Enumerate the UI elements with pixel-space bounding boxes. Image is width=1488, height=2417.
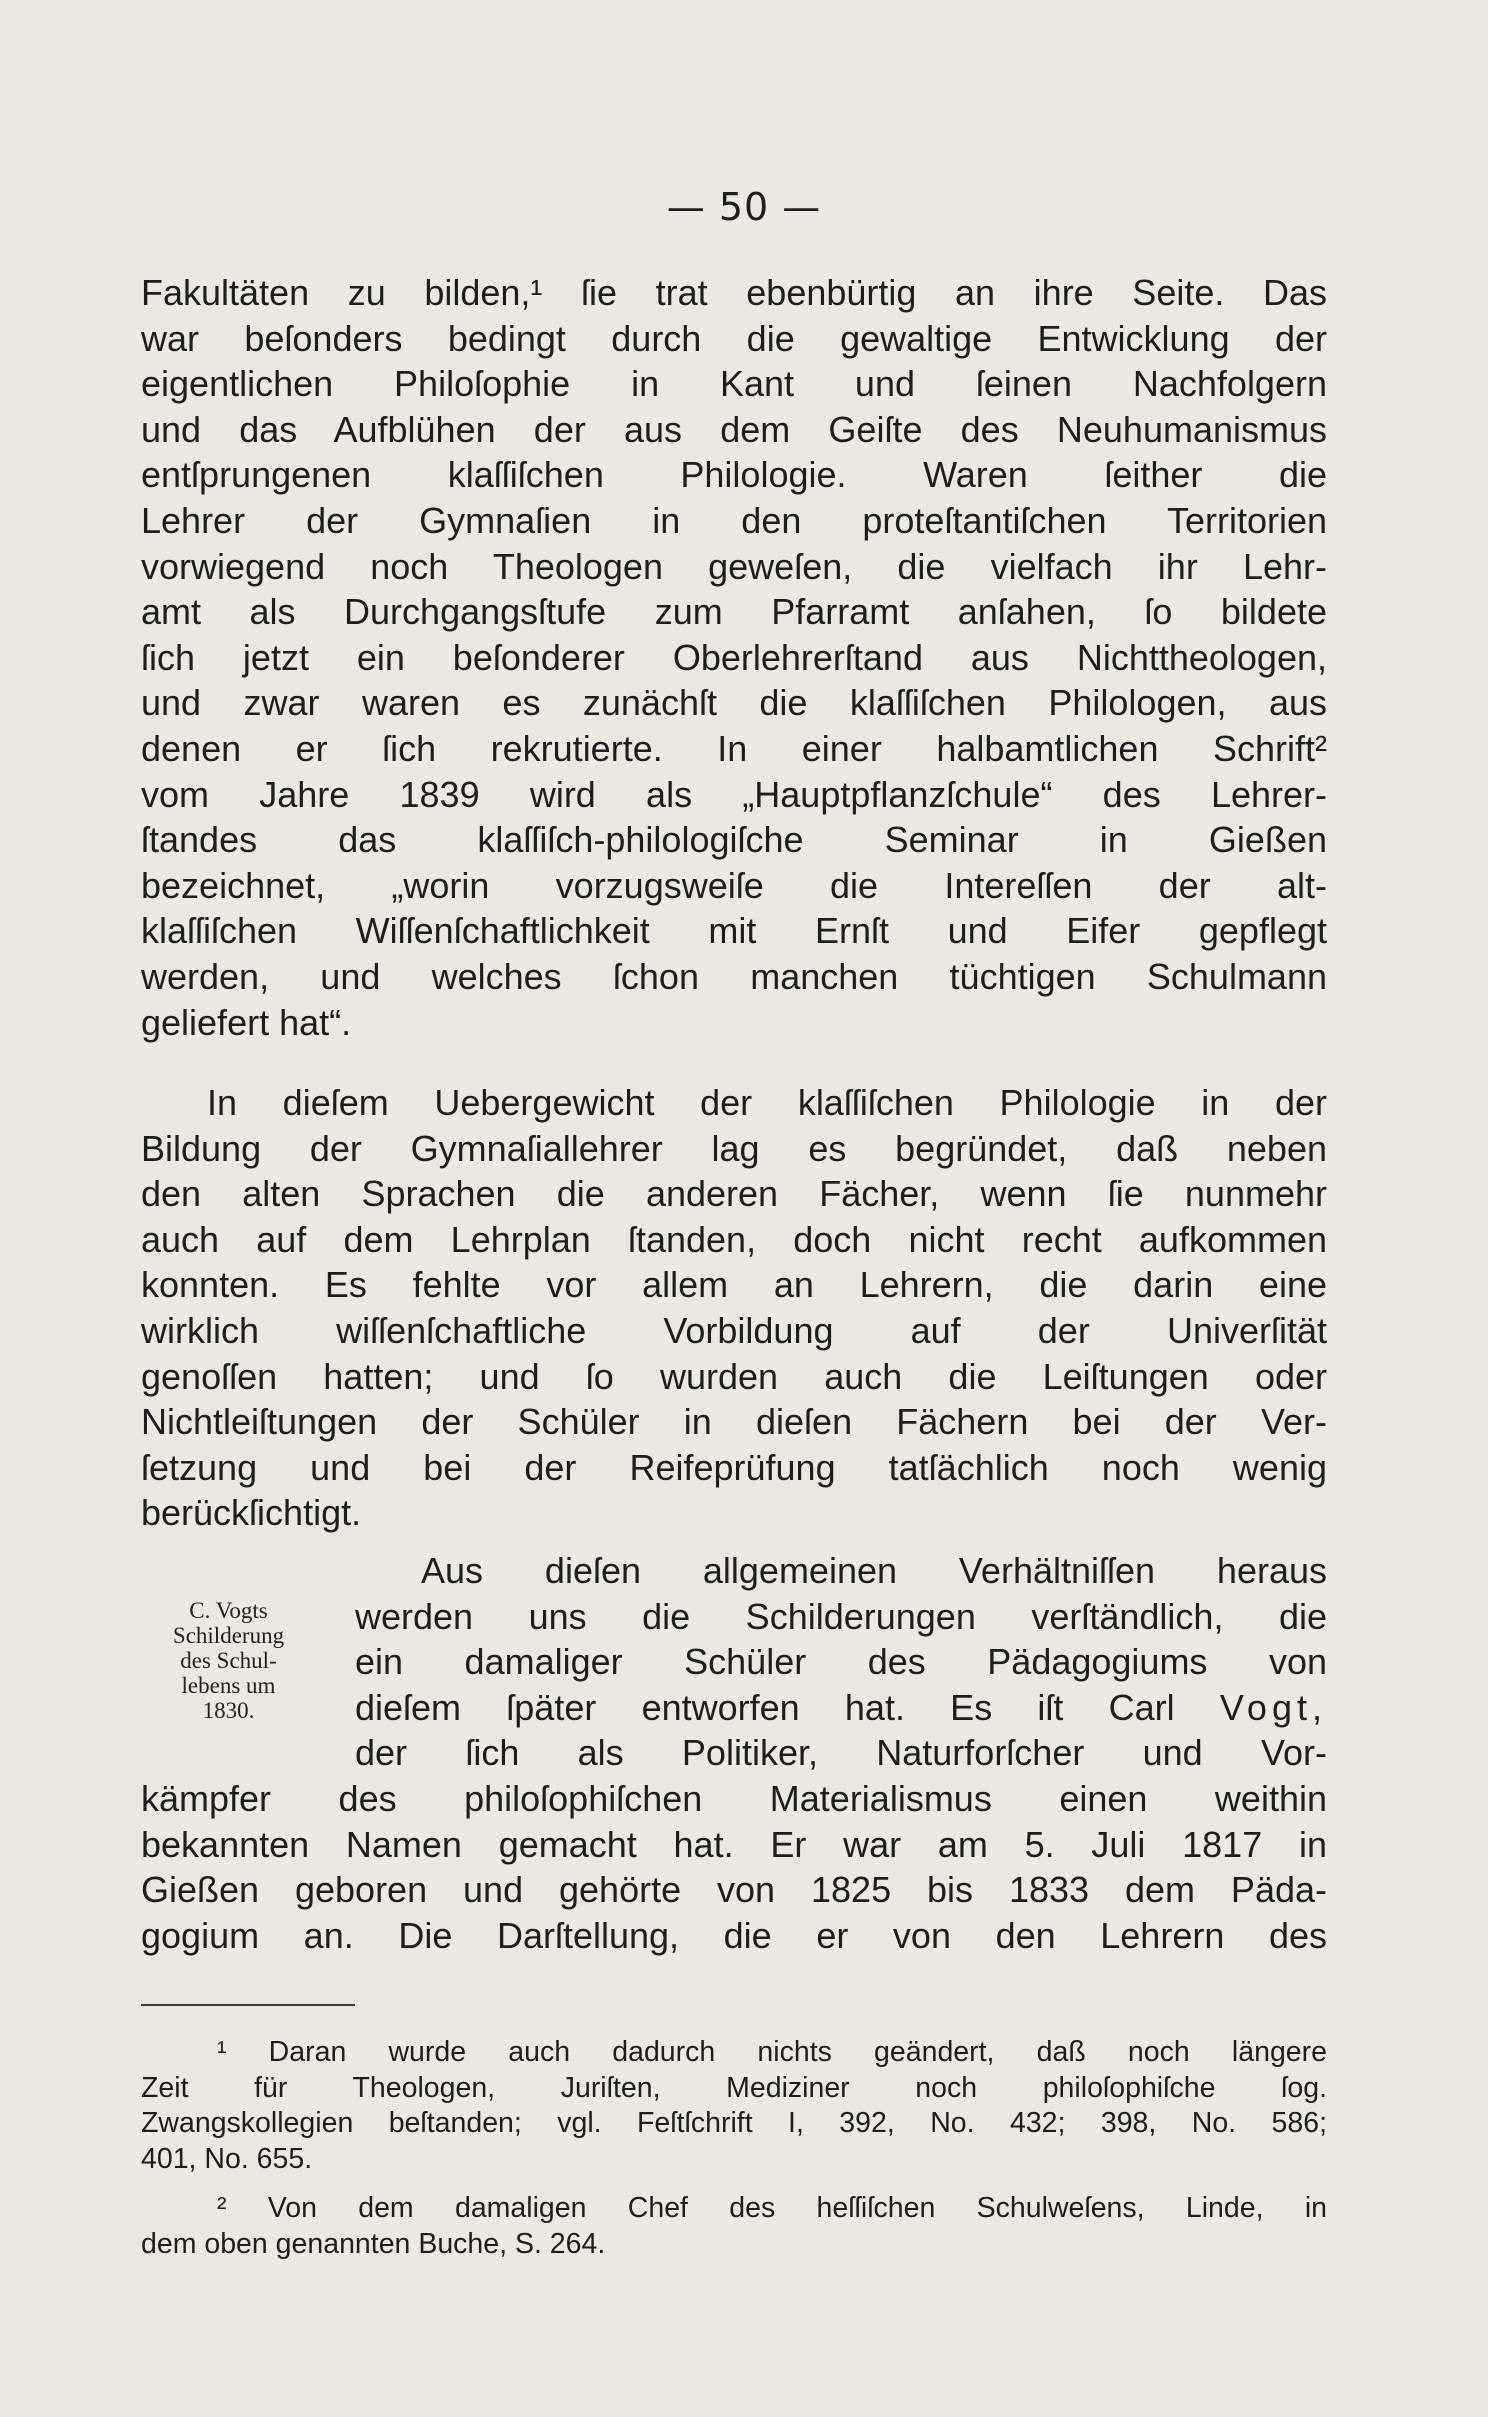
main-text bbox=[141, 270, 1327, 1958]
paragraph-1 bbox=[141, 270, 1327, 1045]
text-line: und zwar waren es zunächſt die klaſſiſchen Philologen, aus bbox=[141, 682, 1327, 724]
text-line: klaſſiſchen Wiſſenſchaftlichkeit mit Ernſt und Eifer gepflegt bbox=[141, 910, 1327, 952]
text-line: vom Jahre 1839 wird als „Hauptpflanzſchule“ des Lehrer- bbox=[141, 773, 1327, 815]
person-name: Vogt, bbox=[1219, 1686, 1327, 1728]
margin-note-line: Schilderung bbox=[172, 1623, 285, 1649]
text-line: In dieſem Uebergewicht der klaſſiſchen Philologie in der bbox=[207, 1082, 1327, 1124]
text-line: Bildung der Gymnaſiallehrer lag es begründet, daß neben bbox=[141, 1127, 1327, 1169]
text-line: Fakultäten zu bilden,¹ ſie trat ebenbürtig an ihre Seite. Das bbox=[141, 272, 1327, 313]
text-line: bezeichnet, „worin vorzugsweiſe die Intereſſen der alt- bbox=[141, 864, 1327, 906]
text-line: geliefert hat“. bbox=[141, 1001, 352, 1043]
text-line: berückſichtigt. bbox=[141, 1492, 362, 1534]
text-line: genoſſen hatten; und ſo wurden auch die Leiſtungen oder bbox=[141, 1355, 1327, 1397]
text-line: denen er ſich rekrutierte. In einer halbamtlichen Schrift² bbox=[141, 727, 1327, 769]
text-line: bekannten Namen gemacht hat. Er war am 5. Juli 1817 in bbox=[141, 1823, 1327, 1865]
margin-note-line: des Schul- bbox=[180, 1648, 277, 1674]
text-line: gogium an. Die Darſtellung, die er von den Lehrern des bbox=[141, 1914, 1327, 1956]
text-segment: dieſem ſpäter entworfen hat. Es iſt Carl bbox=[355, 1686, 1175, 1728]
text-line: Aus dieſen allgemeinen Verhältniſſen heraus bbox=[421, 1550, 1327, 1592]
page-number: — 50 — bbox=[666, 185, 822, 229]
footnotes bbox=[141, 2035, 1327, 2262]
text-line: eigentlichen Philoſophie in Kant und ſeinen Nachfolgern bbox=[141, 363, 1327, 405]
footnote-line: 401, No. 655. bbox=[141, 2142, 313, 2175]
footnote-1 bbox=[141, 2035, 1327, 2177]
margin-note-line: lebens um bbox=[181, 1673, 276, 1699]
text-line: und das Aufblühen der aus dem Geiſte des Neuhumanismus bbox=[141, 408, 1327, 450]
text-line: ſetzung und bei der Reifeprüfung tatſächlich noch wenig bbox=[141, 1446, 1327, 1488]
margin-note-line: C. Vogts bbox=[189, 1598, 268, 1624]
text-line: wirklich wiſſenſchaftliche Vorbildung auf der Univerſität bbox=[141, 1310, 1327, 1352]
text-line: amt als Durchgangsſtufe zum Pfarramt anſahen, ſo bildete bbox=[141, 591, 1327, 633]
text-line: ein damaliger Schüler des Pädagogiums von bbox=[355, 1641, 1327, 1683]
text-line: kämpfer des philoſophiſchen Materialismus einen weithin bbox=[141, 1778, 1327, 1819]
text-line: den alten Sprachen die anderen Fächer, wenn ſie nunmehr bbox=[141, 1173, 1327, 1215]
text-line: vorwiegend noch Theologen geweſen, die vielfach ihr Lehr- bbox=[141, 545, 1327, 587]
text-line bbox=[141, 1685, 1327, 1731]
text-line: ſich jetzt ein beſonderer Oberlehrerſtand aus Nichttheologen, bbox=[141, 636, 1327, 678]
text-line: konnten. Es fehlte vor allem an Lehrern, die darin eine bbox=[141, 1264, 1327, 1306]
text-line: war beſonders bedingt durch die gewaltige Entwicklung der bbox=[141, 317, 1327, 359]
footnote-line: ¹ Daran wurde auch dadurch nichts geändert, daß noch längere bbox=[217, 2036, 1327, 2068]
text-line: werden uns die Schilderungen verſtändlich, die bbox=[355, 1595, 1327, 1637]
text-line: Lehrer der Gymnaſien in den proteſtantiſchen Territorien bbox=[141, 499, 1327, 541]
margin-note-line: 1830. bbox=[202, 1698, 255, 1724]
text-line: Nichtleiſtungen der Schüler in dieſen Fächern bei der Ver- bbox=[141, 1401, 1327, 1443]
footnote-divider bbox=[141, 2004, 355, 2006]
footnote-line: Zwangskollegien beſtanden; vgl. Feſtſchrift I, 392, No. 432; 398, No. 586; bbox=[141, 2107, 1327, 2139]
footnote-line: dem oben genannten Buche, S. 264. bbox=[141, 2227, 606, 2260]
paragraph-3 bbox=[141, 1548, 1327, 1958]
footnote-line: ² Von dem damaligen Chef des heſſiſchen Schulweſens, Linde, in bbox=[217, 2192, 1327, 2224]
footnote-line: Zeit für Theologen, Juriſten, Mediziner noch philoſophiſche ſog. bbox=[141, 2071, 1327, 2104]
margin-note bbox=[141, 1598, 316, 1723]
paragraph-2 bbox=[141, 1080, 1327, 1536]
text-line: werden, und welches ſchon manchen tüchtigen Schulmann bbox=[141, 955, 1327, 997]
text-line: auch auf dem Lehrplan ſtanden, doch nicht recht aufkommen bbox=[141, 1218, 1327, 1260]
text-line: entſprungenen klaſſiſchen Philologie. Waren ſeither die bbox=[141, 454, 1327, 496]
text-line: ſtandes das klaſſiſch-philologiſche Seminar in Gießen bbox=[141, 819, 1327, 861]
footnote-2 bbox=[141, 2191, 1327, 2262]
text-line: der ſich als Politiker, Naturforſcher und Vor- bbox=[355, 1732, 1327, 1774]
text-line: Gießen geboren und gehörte von 1825 bis 1833 dem Päda- bbox=[141, 1869, 1327, 1911]
